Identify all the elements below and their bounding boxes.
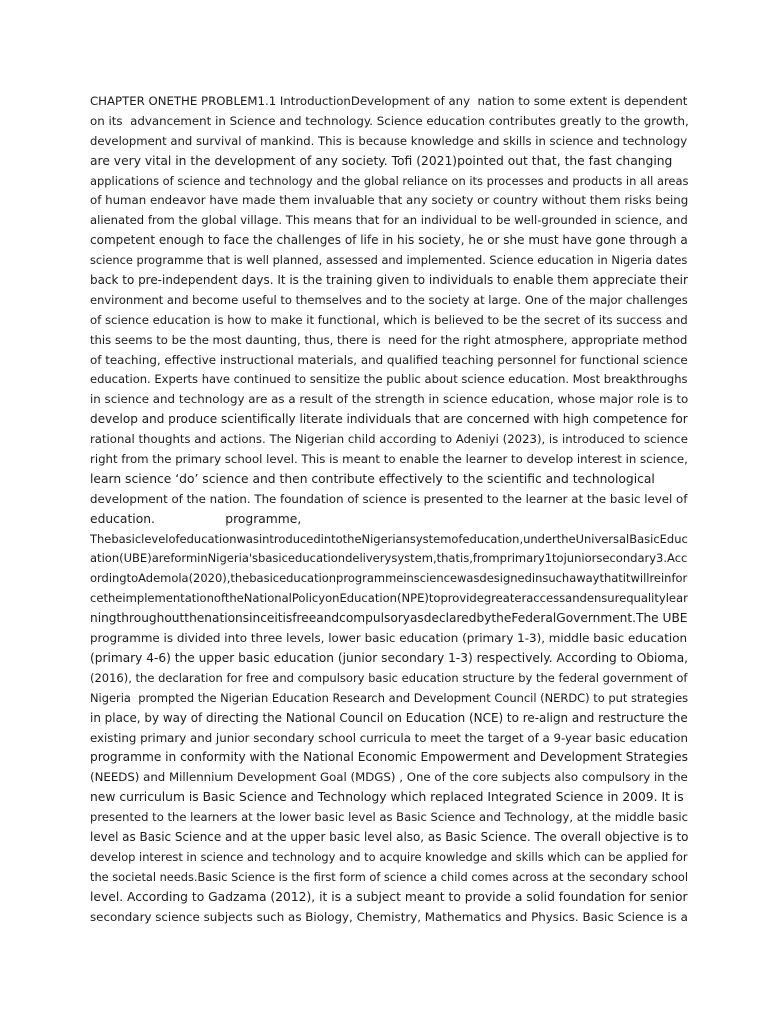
text-line: secondary science subjects such as Biology, Chemistry, Mathematics and Physics. Basic Science is a xyxy=(90,909,688,924)
text-line: programme in conformity with the National Economic Empowerment and Development Strategies xyxy=(90,750,688,765)
text-line: are very vital in the development of any society. Tofi (2021)pointed out that, the fast changing xyxy=(90,153,673,168)
text-line: presented to the learners at the lower basic level as Basic Science and Technology, at the middle basic xyxy=(90,810,689,825)
text-line: (NEEDS) and Millennium Development Goal (MDGS) , One of the core subjects also compulsory in the xyxy=(90,770,688,785)
text-line: new curriculum is Basic Science and Technology which replaced Integrated Science in 2009. It is xyxy=(90,790,684,805)
text-line: develop and produce scientifically literate individuals that are concerned with high competence for xyxy=(90,412,688,427)
text-line: CHAPTER ONETHE PROBLEM1.1 IntroductionDevelopment of any nation to some extent is dependent xyxy=(90,94,688,108)
text-line: rational thoughts and actions. The Nigerian child according to Adeniyi (2023), is introduced to science xyxy=(90,432,688,447)
text-line: level as Basic Science and at the upper basic level also, as Basic Science. The overall objective is to xyxy=(90,829,689,844)
text-line: of science education is how to make it functional, which is believed to be the secret of its success and xyxy=(90,312,688,327)
text-line: competent enough to face the challenges of life in his society, he or she must have gone through a xyxy=(90,233,688,248)
text-line: the societal needs.Basic Science is the first form of science a child comes across at the secondary school xyxy=(90,869,688,884)
body-text xyxy=(90,92,689,927)
text-line: level. According to Gadzama (2012), it is a subject meant to provide a solid foundation for senior xyxy=(90,889,688,904)
text-line: of teaching, effective instructional materials, and qualified teaching personnel for functional science xyxy=(90,352,688,367)
text-line: science programme that is well planned, assessed and implemented. Science education in Nigeria dates xyxy=(90,253,688,268)
text-line: develop interest in science and technology and to acquire knowledge and skills which can be applied for xyxy=(90,849,688,864)
text-line: alienated from the global village. This means that for an individual to be well-grounded in science, and xyxy=(90,213,688,228)
text-line: programme is divided into three levels, lower basic education (primary 1-3), middle basic education xyxy=(90,631,688,646)
text-line: ation(UBE)areforminNigeria'sbasiceducationdeliverysystem,thatis,fromprimary1tojuniorsecondary3.Acc xyxy=(90,551,688,566)
text-line: education. programme, xyxy=(90,511,302,526)
text-line: in science and technology are as a result of the strength in science education, whose major role is to xyxy=(90,392,689,407)
text-line: ThebasiclevelofeducationwasintroducedintotheNigeriansystemofeducation,undertheUniversalBasicEduc xyxy=(90,531,688,546)
text-line: ningthroughoutthenationsinceitisfreeandcompulsoryasdeclaredbytheFederalGovernment.The UBE xyxy=(90,611,688,626)
text-line: (primary 4-6) the upper basic education (junior secondary 1-3) respectively. According to Obioma, xyxy=(90,650,689,665)
text-line: right from the primary school level. This is meant to enable the learner to develop interest in science, xyxy=(90,452,688,467)
text-line: learn science ‘do’ science and then contribute effectively to the scientific and technological xyxy=(90,471,655,486)
text-line: back to pre-independent days. It is the training given to individuals to enable them appreciate their xyxy=(90,273,688,288)
text-line: environment and become useful to themselves and to the society at large. One of the major challenges xyxy=(90,292,688,307)
text-line: (2016), the declaration for free and compulsory basic education structure by the federal government of xyxy=(90,670,688,685)
text-line: of human endeavor have made them invaluable that any society or country without them risks being xyxy=(90,193,689,208)
text-line: development of the nation. The foundation of science is presented to the learner at the basic level of xyxy=(90,491,688,506)
text-line: ordingtoAdemola(2020),thebasiceducationprogrammeinsciencewasdesignedinsuchawaythatitwillreinfor xyxy=(90,571,688,586)
text-line: Nigeria prompted the Nigerian Education Research and Development Council (NERDC) to put strategies xyxy=(90,690,689,705)
text-line: this seems to be the most daunting, thus, there is need for the right atmosphere, appropriate method xyxy=(90,332,688,347)
text-line: education. Experts have continued to sensitize the public about science education. Most breakthroughs xyxy=(90,372,688,387)
text-line: on its advancement in Science and technology. Science education contributes greatly to the growth, xyxy=(90,113,689,128)
text-line: in place, by way of directing the National Council on Education (NCE) to re-align and restructure the xyxy=(90,710,688,725)
text-line: existing primary and junior secondary school curricula to meet the target of a 9-year basic education xyxy=(90,730,689,745)
text-line: applications of science and technology and the global reliance on its processes and products in all areas xyxy=(90,173,689,188)
text-line: cetheimplementationoftheNationalPolicyonEducation(NPE)toprovidegreateraccessandensurequalitylear xyxy=(90,591,688,606)
text-line: development and survival of mankind. This is because knowledge and skills in science and technology xyxy=(90,133,688,148)
